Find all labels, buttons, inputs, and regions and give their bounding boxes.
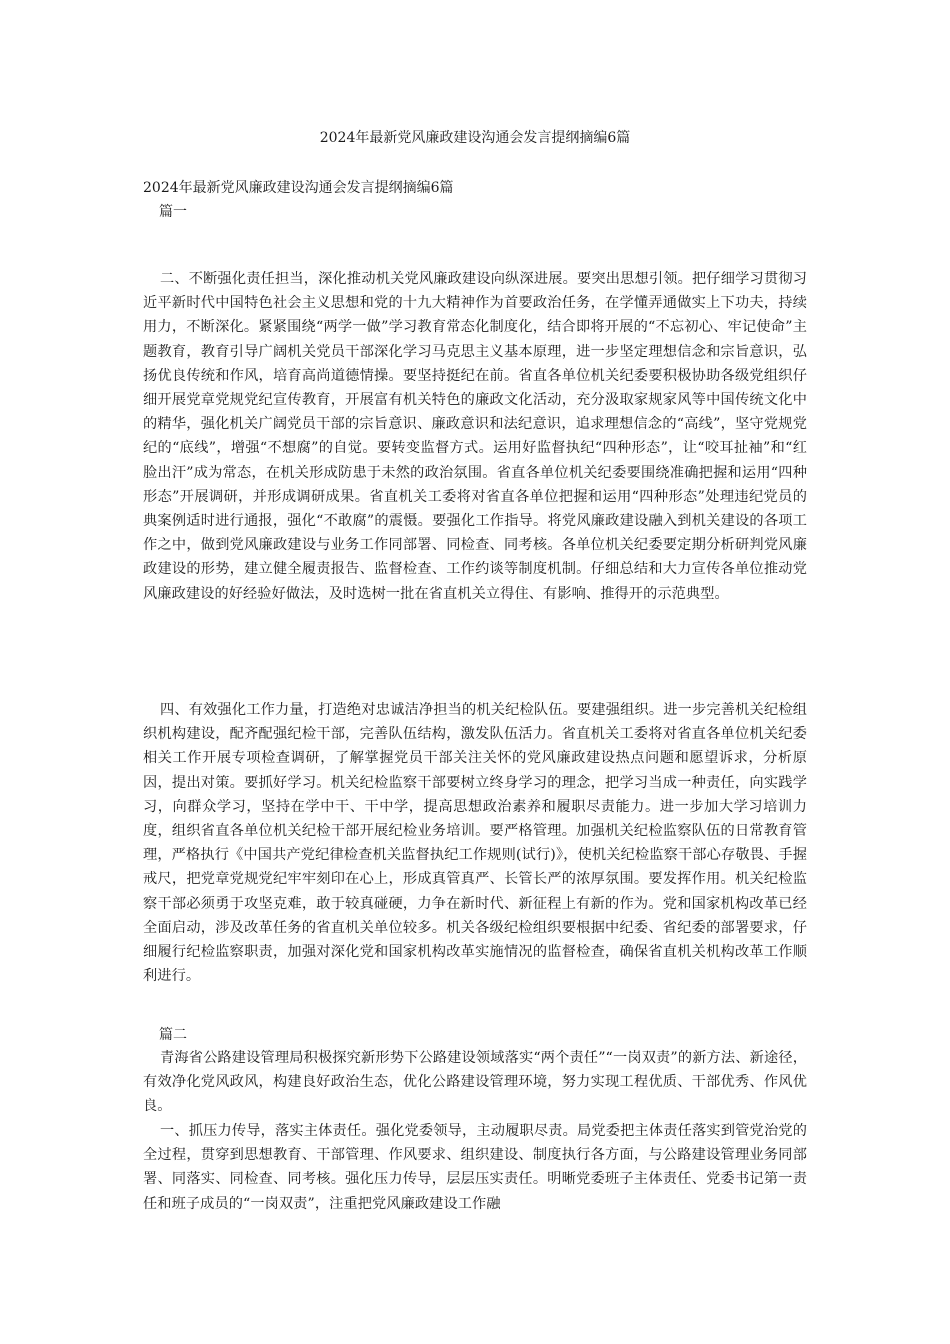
- paragraph-responsibility: 二、不断强化责任担当，深化推动机关党风廉政建设向纵深进展。要突出思想引领。把仔细学习贯彻习近平新时代中国特色社会主义思想和党的十九大精神作为首要政治任务，在学懂弄通做实上下功夫，持续用力，不断深化。紧紧围绕“两学一做”学习教育常态化制度化，结合即将开展的“不忘初心、牢记使命”主题教育，教育引导广阔机关党员干部深化学习马克思主义基本原理，进一步坚定理想信念和宗旨意识，弘扬优良传统和作风，培育高尚道德情操。要坚持挺纪在前。省直各单位机关纪委要积极协助各级党组织仔细开展党章党规党纪宣传教育，开展富有机关特色的廉政文化活动，充分汲取家规家风等中国传统文化中的精华，强化机关广阔党员干部的宗旨意识、廉政意识和法纪意识，追求理想信念的“高线”，坚守党规党纪的“底线”，增强“不想腐”的自觉。要转变监督方式。运用好监督执纪“四种形态”，让“咬耳扯袖”和“红脸出汗”成为常态，在机关形成防患于未然的政治氛围。省直各单位机关纪委要围绕准确把握和运用“四种形态”开展调研，并形成调研成果。省直机关工委将对省直各单位把握和运用“四种形态”处理违纪党员的典案例适时进行通报，强化“不敢腐”的震慑。要强化工作指导。将党风廉政建设融入到机关建设的各项工作之中，做到党风廉政建设与业务工作同部署、同检查、同考核。各单位机关纪委要定期分析研判党风廉政建设的形势，建立健全履责报告、监督检查、工作约谈等制度机制。仔细总结和大力宣传各单位推动党风廉政建设的好经验好做法，及时选树一批在省直机关立得住、有影响、推得开的示范典型。: [143, 271, 807, 602]
- section-heading-part-one: 篇一: [159, 204, 187, 220]
- document-subtitle: 2024年最新党风廉政建设沟通会发言提纲摘编6篇: [143, 180, 454, 196]
- section-heading-part-two: 篇二: [159, 1027, 187, 1043]
- document-title: 2024年最新党风廉政建设沟通会发言提纲摘编6篇: [319, 130, 631, 146]
- paragraph-pressure-transmission: 一、抓压力传导，落实主体责任。强化党委领导，主动履职尽责。局党委把主体责任落实到管党治党的全过程，贯穿到思想教育、干部管理、作风要求、组织建设、制度执行各方面，与公路建设管理业务同部署、同落实、同检查、同考核。强化压力传导，层层压实责任。明晰党委班子主体责任、党委书记第一责任和班子成员的“一岗双责”，注重把党风廉政建设工作融: [143, 1123, 807, 1212]
- paragraph-discipline-team: 四、有效强化工作力量，打造绝对忠诚洁净担当的机关纪检队伍。要建强组织。进一步完善机关纪检组织机构建设，配齐配强纪检干部，完善队伍结构，激发队伍活力。省直机关工委将对省直各单位机关纪委相关工作开展专项检查调研，了解掌握党员干部关注关怀的党风廉政建设热点问题和愿望诉求，分析原因，提出对策。要抓好学习。机关纪检监察干部要树立终身学习的理念，把学习当成一种责任，向实践学习，向群众学习，坚持在学中干、干中学，提高思想政治素养和履职尽责能力。进一步加大学习培训力度，组织省直各单位机关纪检干部开展纪检业务培训。要严格管理。加强机关纪检监察队伍的日常教育管理，严格执行《中国共产党纪律检查机关监督执纪工作规则(试行)》，使机关纪检监察干部心存敬畏、手握戒尺，把党章党规党纪牢牢刻印在心上，形成真管真严、长管长严的浓厚氛围。要发挥作用。机关纪检监察干部必须勇于攻坚克难，敢于较真碰硬，力争在新时代、新征程上有新的作为。党和国家机构改革已经全面启动，涉及改革任务的省直机关单位较多。机关各级纪检组织要根据中纪委、省纪委的部署要求，仔细履行纪检监察职责，加强对深化党和国家机构改革实施情况的监督检查，确保省直机关机构改革工作顺利进行。: [143, 702, 807, 985]
- paragraph-qinghai-intro: 青海省公路建设管理局积极探究新形势下公路建设领域落实“两个责任”“一岗双责”的新方法、新途径，有效净化党风政风，构建良好政治生态，优化公路建设管理环境，努力实现工程优质、干部优秀、作风优良。: [143, 1050, 807, 1115]
